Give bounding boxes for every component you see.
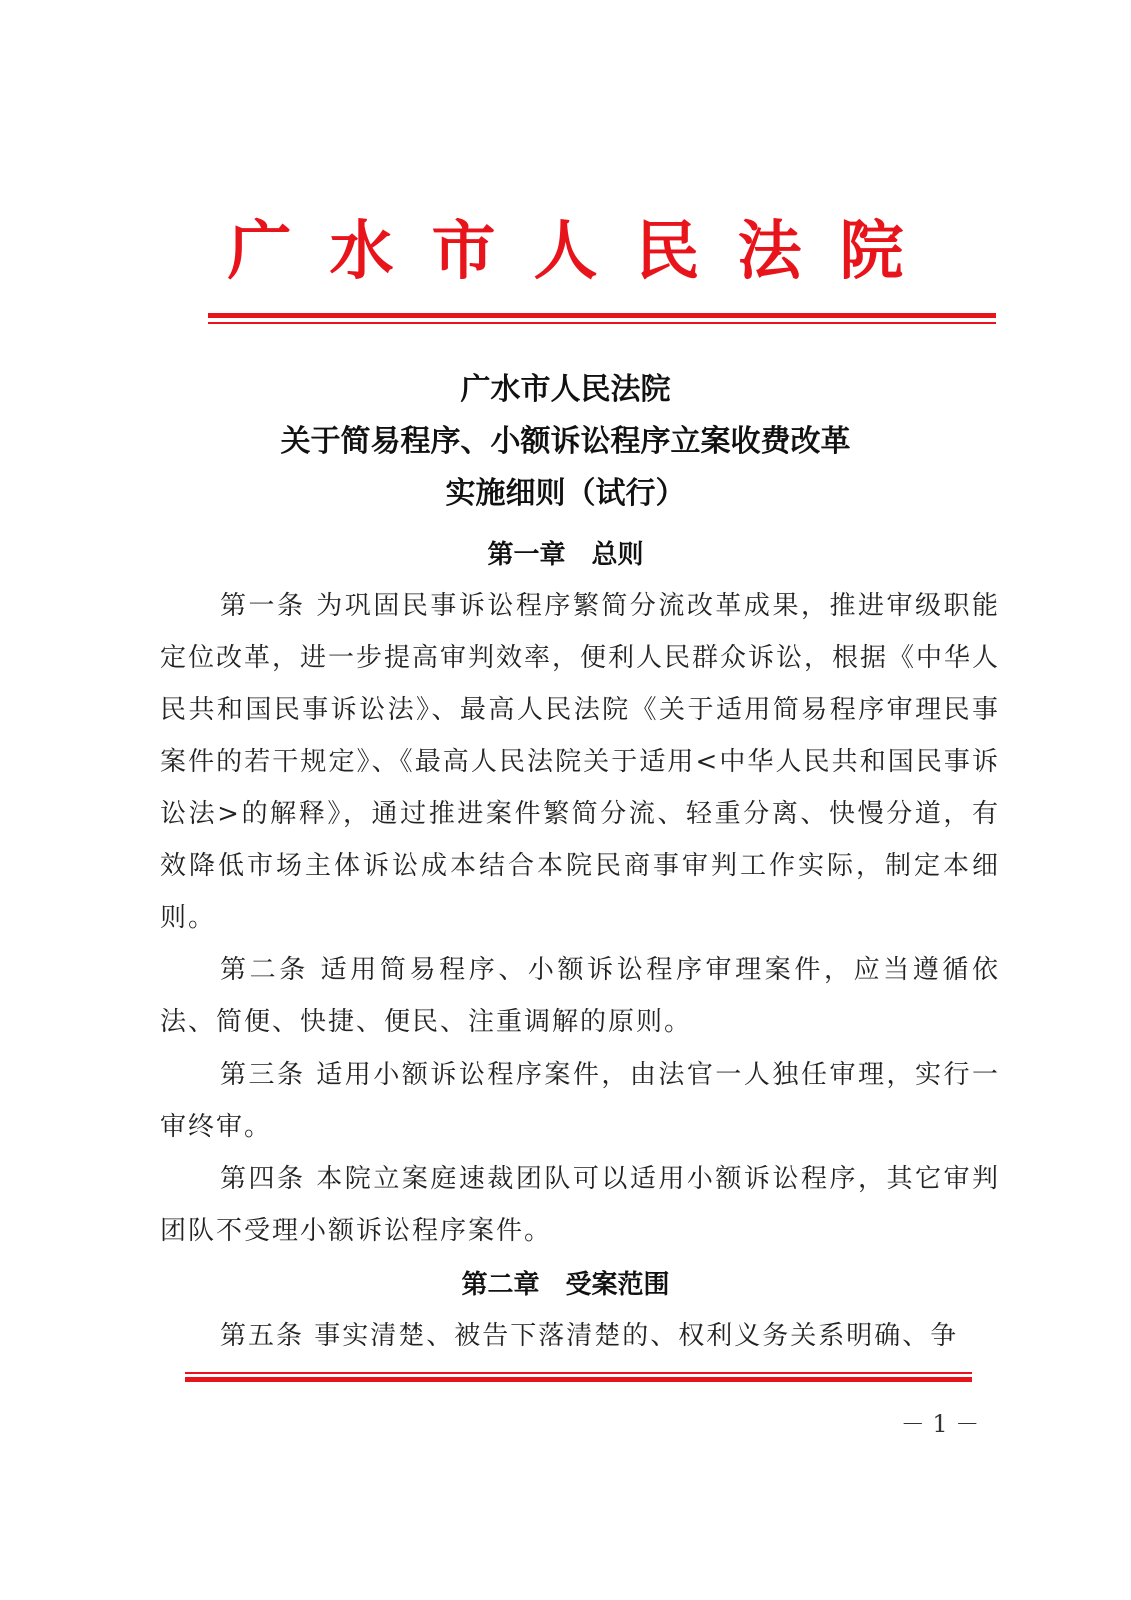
- article-4: 第四条 本院立案庭速裁团队可以适用小额诉讼程序，其它审判团队不受理小额诉讼程序案件。: [160, 1164, 1000, 1246]
- masthead-divider-thick: [208, 313, 996, 318]
- chapter-heading-2: 第二章 受案范围: [461, 1270, 670, 1300]
- article-3: 第三条 适用小额诉讼程序案件，由法官一人独任审理，实行一审终审。: [160, 1060, 1000, 1142]
- article-1: 第一条 为巩固民事诉讼程序繁简分流改革成果，推进审级职能定位改革，进一步提高审判效率，便利人民群众诉讼，根据《中华人民共和国民事诉讼法》、最高人民法院《关于适用简易程序审理民事案件的若干规定》、《最高人民法院关于适用<中华人民共和国民事诉讼法>的解释》，通过推进案件繁简分流、轻重分离、快慢分道，有效降低市场主体诉讼成本结合本院民商事审判工作实际，制定本细则。: [160, 591, 1001, 933]
- footer-divider-thin: [185, 1372, 972, 1374]
- document-title-line-1: 广水市人民法院: [460, 372, 671, 407]
- article-2: 第二条 适用简易程序、小额诉讼程序审理案件，应当遵循依法、简便、快捷、便民、注重调解的原则。: [160, 955, 1000, 1037]
- masthead-divider-thin: [208, 322, 996, 324]
- article-5: 第五条 事实清楚、被告下落清楚的、权利义务关系明确、争: [220, 1321, 959, 1351]
- page-number: － 1 －: [900, 1410, 980, 1438]
- document-title-line-2: 关于简易程序、小额诉讼程序立案收费改革: [280, 424, 851, 459]
- footer-divider-thick: [185, 1377, 972, 1382]
- document-masthead: 广水市人民法院: [227, 214, 942, 289]
- chapter-heading-1: 第一章 总则: [487, 540, 644, 570]
- document-title-line-3: 实施细则（试行）: [445, 476, 686, 511]
